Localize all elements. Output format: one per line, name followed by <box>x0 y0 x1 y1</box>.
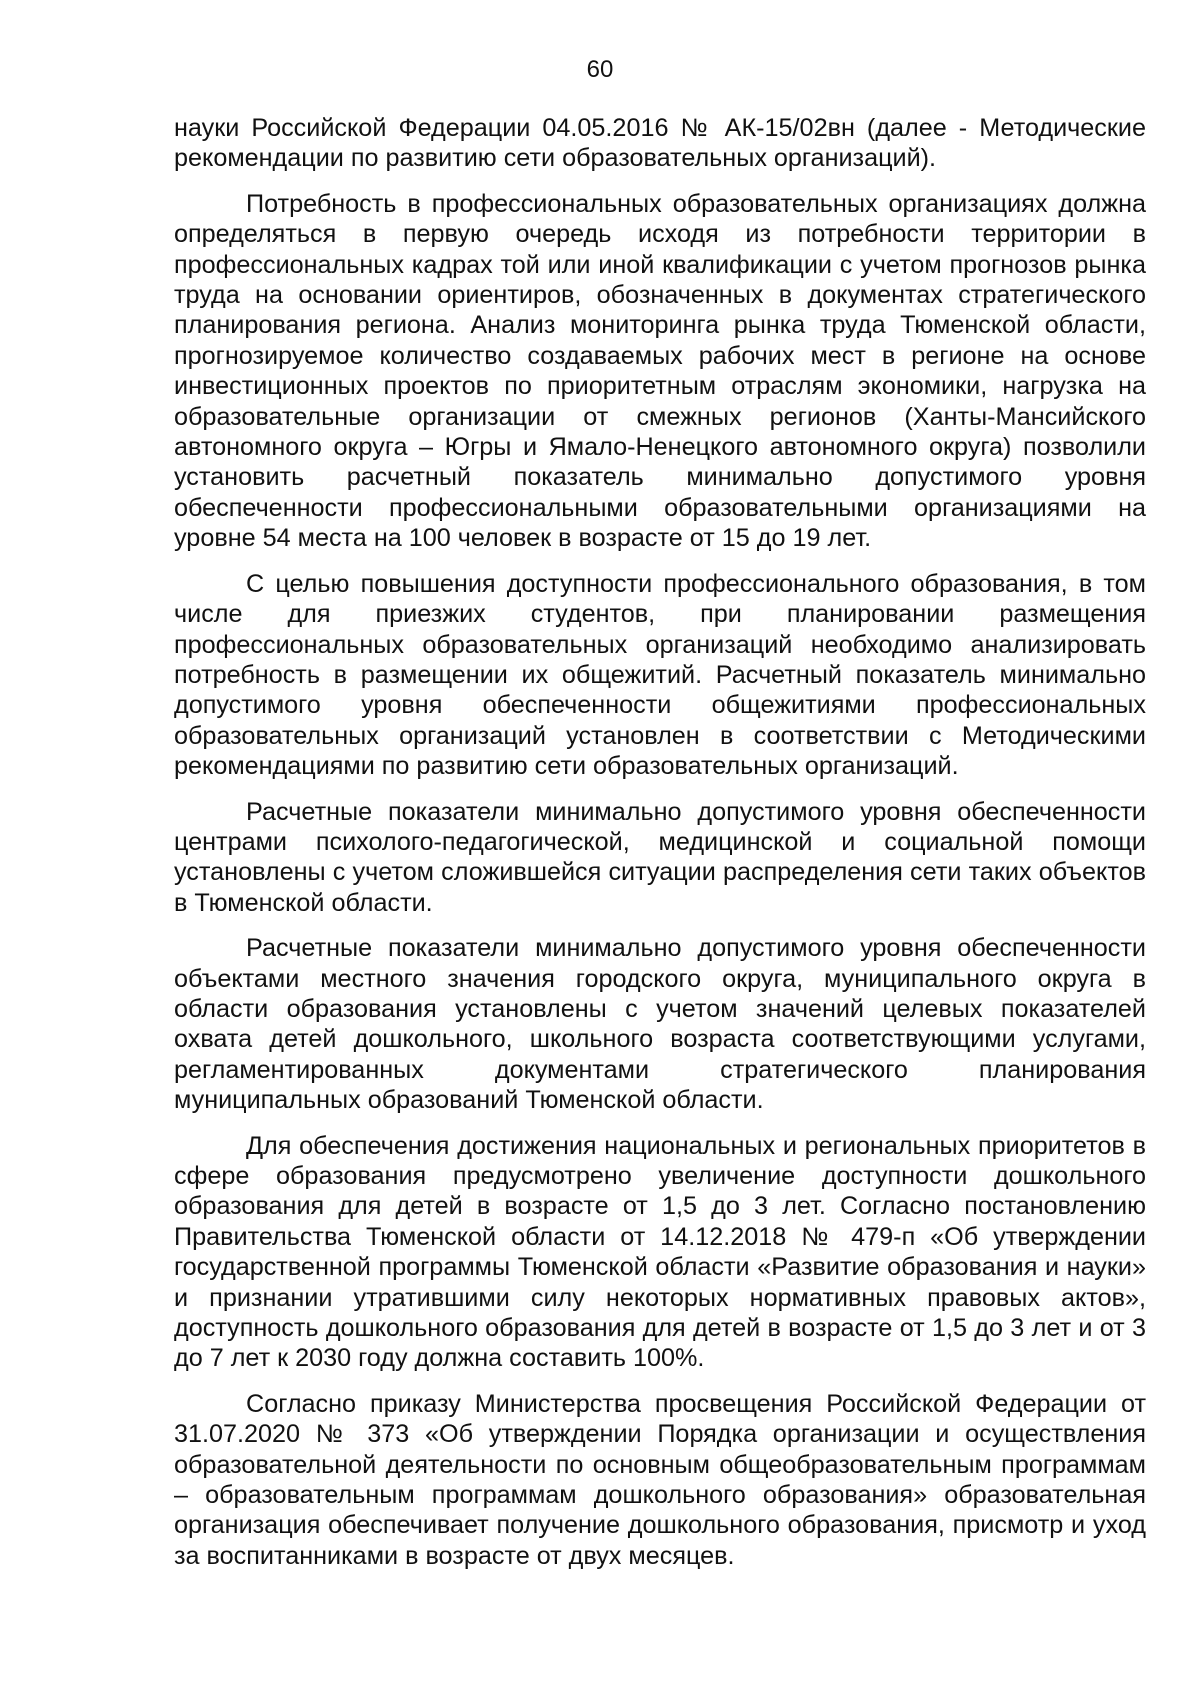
paragraph-dormitories: С целью повышения доступности профессионального образования, в том числе для приезжих студентов, при планировании размещения профессиональных образовательных организаций необходимо анализировать потребность в размещении их общежитий. Расчетный показатель минимально допустимого уровня обеспеченности общежитиями профессиональных образовательных организаций установлен в соответствии с Методическими рекомендациями по развитию сети образовательных организаций. <box>174 569 1146 781</box>
paragraph-local-objects: Расчетные показатели минимально допустимого уровня обеспеченности объектами местного значения городского округа, муниципального округа в области образования установлены с учетом значений целевых показателей охвата детей дошкольного, школьного возраста соответствующими услугами, регламентированных документами стратегического планирования муниципальных образований Тюменской области. <box>174 934 1146 1115</box>
paragraph-preschool-availability: Для обеспечения достижения национальных и региональных приоритетов в сфере образования предусмотрено увеличение доступности дошкольного образования для детей в возрасте от 1,5 до 3 лет. Согласно постановлению Правительства Тюменской области от 14.12.2018 № 479-п «Об утверждении государственной программы Тюменской области «Развитие образования и науки» и признании утратившими силу некоторых нормативных правовых актов», доступность дошкольного образования для детей в возрасте от 1,5 до 3 лет и от 3 до 7 лет к 2030 году должна составить 100%. <box>174 1131 1146 1373</box>
paragraph-continuation: науки Российской Федерации 04.05.2016 № АК-15/02вн (далее - Методические рекомендации по развитию сети образовательных организаций). <box>174 114 1146 173</box>
paragraph-support-centers: Расчетные показатели минимально допустимого уровня обеспеченности центрами психолого-педагогической, медицинской и социальной помощи установлены с учетом сложившейся ситуации распределения сети таких объектов в Тюменской области. <box>174 797 1146 917</box>
page-number: 60 <box>586 56 614 83</box>
paragraph-vocational-demand: Потребность в профессиональных образовательных организациях должна определяться в первую очередь исходя из потребности территории в профессиональных кадрах той или иной квалификации с учетом прогнозов рынка труда на основании ориентиров, обозначенных в документах стратегического планирования региона. Анализ мониторинга рынка труда Тюменской области, прогнозируемое количество создаваемых рабочих мест в регионе на основе инвестиционных проектов по приоритетным отраслям экономики, нагрузка на образовательные организации от смежных регионов (Ханты-Мансийского автономного округа – Югры и Ямало-Ненецкого автономного округа) позволили установить расчетный показатель минимально допустимого уровня обеспеченности профессиональными образовательными организациями на уровне 54 места на 100 человек в возрасте от 15 до 19 лет. <box>174 189 1146 553</box>
document-body <box>174 113 1146 1586</box>
paragraph-ministry-order: Согласно приказу Министерства просвещения Российской Федерации от 31.07.2020 № 373 «Об утверждении Порядка организации и осуществления образовательной деятельности по основным общеобразовательным программам – образовательным программам дошкольного образования» образовательная организация обеспечивает получение дошкольного образования, присмотр и уход за воспитанниками в возрасте от двух месяцев. <box>174 1389 1146 1570</box>
